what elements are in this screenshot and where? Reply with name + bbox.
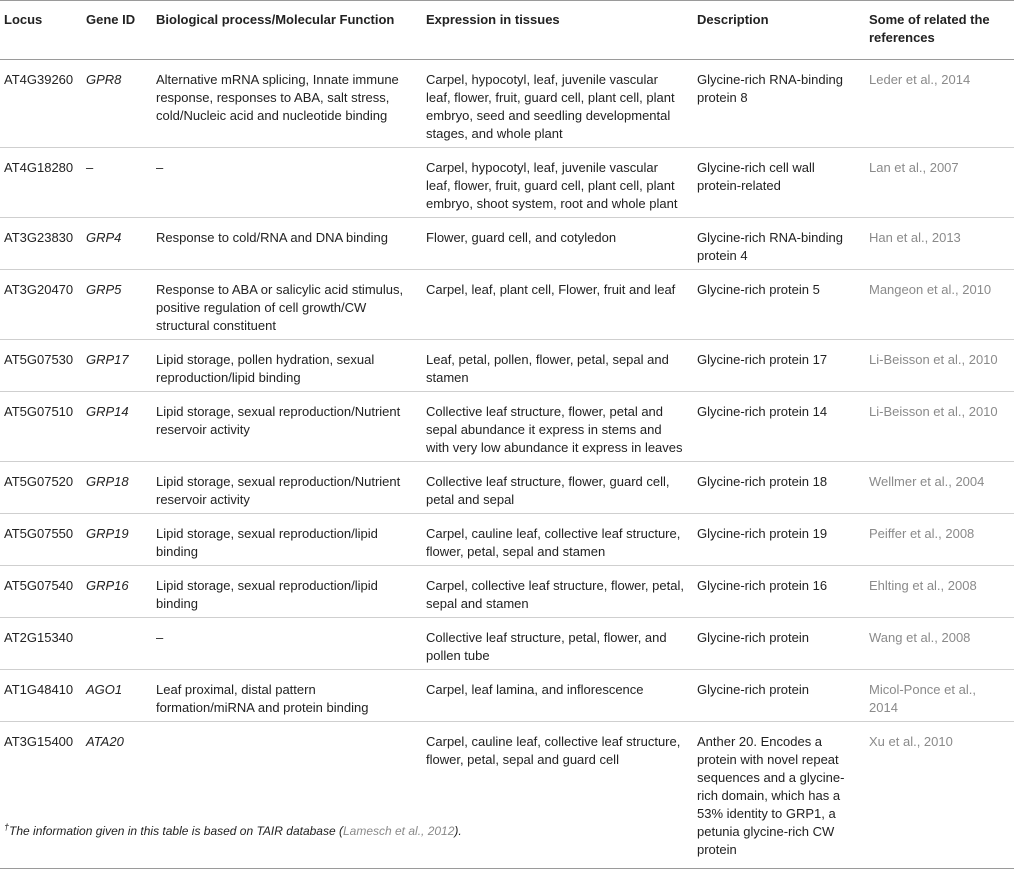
header-description: Description — [691, 1, 863, 60]
header-locus: Locus — [0, 1, 80, 60]
cell-gene-id: GRP16 — [80, 566, 150, 618]
table-row — [0, 618, 1014, 670]
cell-locus: AT5G07510 — [0, 392, 80, 462]
cell-process: Response to cold/RNA and DNA binding — [150, 218, 420, 270]
cell-reference-link[interactable]: Mangeon et al., 2010 — [863, 270, 1014, 340]
cell-description: Glycine-rich protein 16 — [691, 566, 863, 618]
cell-process: Alternative mRNA splicing, Innate immune response, responses to ABA, salt stress, cold/Nucleic acid and nucleotide binding — [150, 60, 420, 148]
cell-description: Glycine-rich RNA-binding protein 8 — [691, 60, 863, 148]
table-row — [0, 392, 1014, 462]
cell-gene-id: GRP14 — [80, 392, 150, 462]
cell-expression: Carpel, hypocotyl, leaf, juvenile vascular leaf, flower, fruit, guard cell, plant cell, plant embryo, shoot system, root and whole plant — [420, 148, 691, 218]
cell-process: – — [150, 618, 420, 670]
header-references: Some of related the references — [863, 1, 1014, 60]
cell-process: Lipid storage, sexual reproduction/Nutrient reservoir activity — [150, 392, 420, 462]
cell-process: Lipid storage, pollen hydration, sexual reproduction/lipid binding — [150, 340, 420, 392]
table-body — [0, 60, 1014, 869]
cell-description: Glycine-rich protein 17 — [691, 340, 863, 392]
cell-gene-id: GRP5 — [80, 270, 150, 340]
cell-description: Anther 20. Encodes a protein with novel repeat sequences and a glycine-rich domain, which has a 53% identity to GRP1, a petunia glycine-rich CW protein — [691, 722, 863, 869]
cell-gene-id: ATA20 — [80, 722, 150, 869]
cell-locus: AT4G18280 — [0, 148, 80, 218]
cell-gene-id: AGO1 — [80, 670, 150, 722]
cell-expression: Carpel, collective leaf structure, flower, petal, sepal and stamen — [420, 566, 691, 618]
cell-expression: Carpel, cauline leaf, collective leaf structure, flower, petal, sepal and guard cell — [420, 722, 691, 869]
footnote-citation-link[interactable]: Lamesch et al., 2012 — [342, 824, 455, 838]
cell-gene-id: – — [80, 148, 150, 218]
cell-description: Glycine-rich RNA-binding protein 4 — [691, 218, 863, 270]
cell-reference-link[interactable]: Wang et al., 2008 — [863, 618, 1014, 670]
cell-reference-link[interactable]: Xu et al., 2010 — [863, 722, 1014, 869]
cell-reference-link[interactable]: Han et al., 2013 — [863, 218, 1014, 270]
cell-gene-id: GRP17 — [80, 340, 150, 392]
table-row — [0, 148, 1014, 218]
cell-reference-link[interactable]: Micol-Ponce et al., 2014 — [863, 670, 1014, 722]
cell-locus: AT5G07520 — [0, 462, 80, 514]
table-row — [0, 514, 1014, 566]
cell-locus: AT1G48410 — [0, 670, 80, 722]
table-row — [0, 270, 1014, 340]
cell-process: Lipid storage, sexual reproduction/lipid binding — [150, 514, 420, 566]
table-row — [0, 340, 1014, 392]
cell-locus: AT5G07530 — [0, 340, 80, 392]
cell-locus: AT2G15340 — [0, 618, 80, 670]
table-footnote — [4, 818, 462, 840]
table-row — [0, 218, 1014, 270]
cell-expression: Collective leaf structure, flower, petal and sepal abundance it express in stems and with very low abundance it express in leaves — [420, 392, 691, 462]
cell-description: Glycine-rich protein — [691, 618, 863, 670]
header-gene-id: Gene ID — [80, 1, 150, 60]
cell-locus: AT4G39260 — [0, 60, 80, 148]
table-row — [0, 722, 1014, 869]
cell-gene-id: GPR8 — [80, 60, 150, 148]
cell-locus: AT5G07540 — [0, 566, 80, 618]
cell-expression: Collective leaf structure, petal, flower, and pollen tube — [420, 618, 691, 670]
cell-description: Glycine-rich protein — [691, 670, 863, 722]
cell-expression: Carpel, hypocotyl, leaf, juvenile vascular leaf, flower, fruit, guard cell, plant cell, plant embryo, seed and seedling developmental stages, and whole plant — [420, 60, 691, 148]
cell-process: Lipid storage, sexual reproduction/Nutrient reservoir activity — [150, 462, 420, 514]
cell-process: – — [150, 148, 420, 218]
cell-reference-link[interactable]: Wellmer et al., 2004 — [863, 462, 1014, 514]
cell-reference-link[interactable]: Li-Beisson et al., 2010 — [863, 340, 1014, 392]
table-row — [0, 462, 1014, 514]
cell-expression: Flower, guard cell, and cotyledon — [420, 218, 691, 270]
cell-process: Leaf proximal, distal pattern formation/miRNA and protein binding — [150, 670, 420, 722]
cell-description: Glycine-rich protein 19 — [691, 514, 863, 566]
cell-description: Glycine-rich cell wall protein-related — [691, 148, 863, 218]
cell-expression: Carpel, leaf lamina, and inflorescence — [420, 670, 691, 722]
cell-expression: Carpel, cauline leaf, collective leaf structure, flower, petal, sepal and stamen — [420, 514, 691, 566]
cell-locus: AT3G15400 — [0, 722, 80, 869]
header-expression: Expression in tissues — [420, 1, 691, 60]
cell-gene-id: GRP18 — [80, 462, 150, 514]
cell-process: Response to ABA or salicylic acid stimulus, positive regulation of cell growth/CW structural constituent — [150, 270, 420, 340]
cell-reference-link[interactable]: Li-Beisson et al., 2010 — [863, 392, 1014, 462]
cell-locus: AT3G23830 — [0, 218, 80, 270]
cell-reference-link[interactable]: Ehlting et al., 2008 — [863, 566, 1014, 618]
cell-expression: Carpel, leaf, plant cell, Flower, fruit and leaf — [420, 270, 691, 340]
footnote-marker: † — [4, 822, 10, 832]
footnote-close: ). — [454, 824, 462, 838]
table-header-row — [0, 1, 1014, 60]
table-row — [0, 670, 1014, 722]
cell-reference-link[interactable]: Lan et al., 2007 — [863, 148, 1014, 218]
cell-description: Glycine-rich protein 18 — [691, 462, 863, 514]
cell-process: Lipid storage, sexual reproduction/lipid binding — [150, 566, 420, 618]
cell-expression: Leaf, petal, pollen, flower, petal, sepal and stamen — [420, 340, 691, 392]
cell-reference-link[interactable]: Peiffer et al., 2008 — [863, 514, 1014, 566]
header-process: Biological process/Molecular Function — [150, 1, 420, 60]
cell-expression: Collective leaf structure, flower, guard cell, petal and sepal — [420, 462, 691, 514]
cell-gene-id: GRP19 — [80, 514, 150, 566]
table-row — [0, 566, 1014, 618]
table-row — [0, 60, 1014, 148]
cell-description: Glycine-rich protein 5 — [691, 270, 863, 340]
cell-process — [150, 722, 420, 869]
footnote-text: The information given in this table is based on TAIR database ( — [9, 824, 343, 838]
cell-locus: AT5G07550 — [0, 514, 80, 566]
cell-reference-link[interactable]: Leder et al., 2014 — [863, 60, 1014, 148]
cell-gene-id: GRP4 — [80, 218, 150, 270]
cell-gene-id — [80, 618, 150, 670]
cell-description: Glycine-rich protein 14 — [691, 392, 863, 462]
cell-locus: AT3G20470 — [0, 270, 80, 340]
